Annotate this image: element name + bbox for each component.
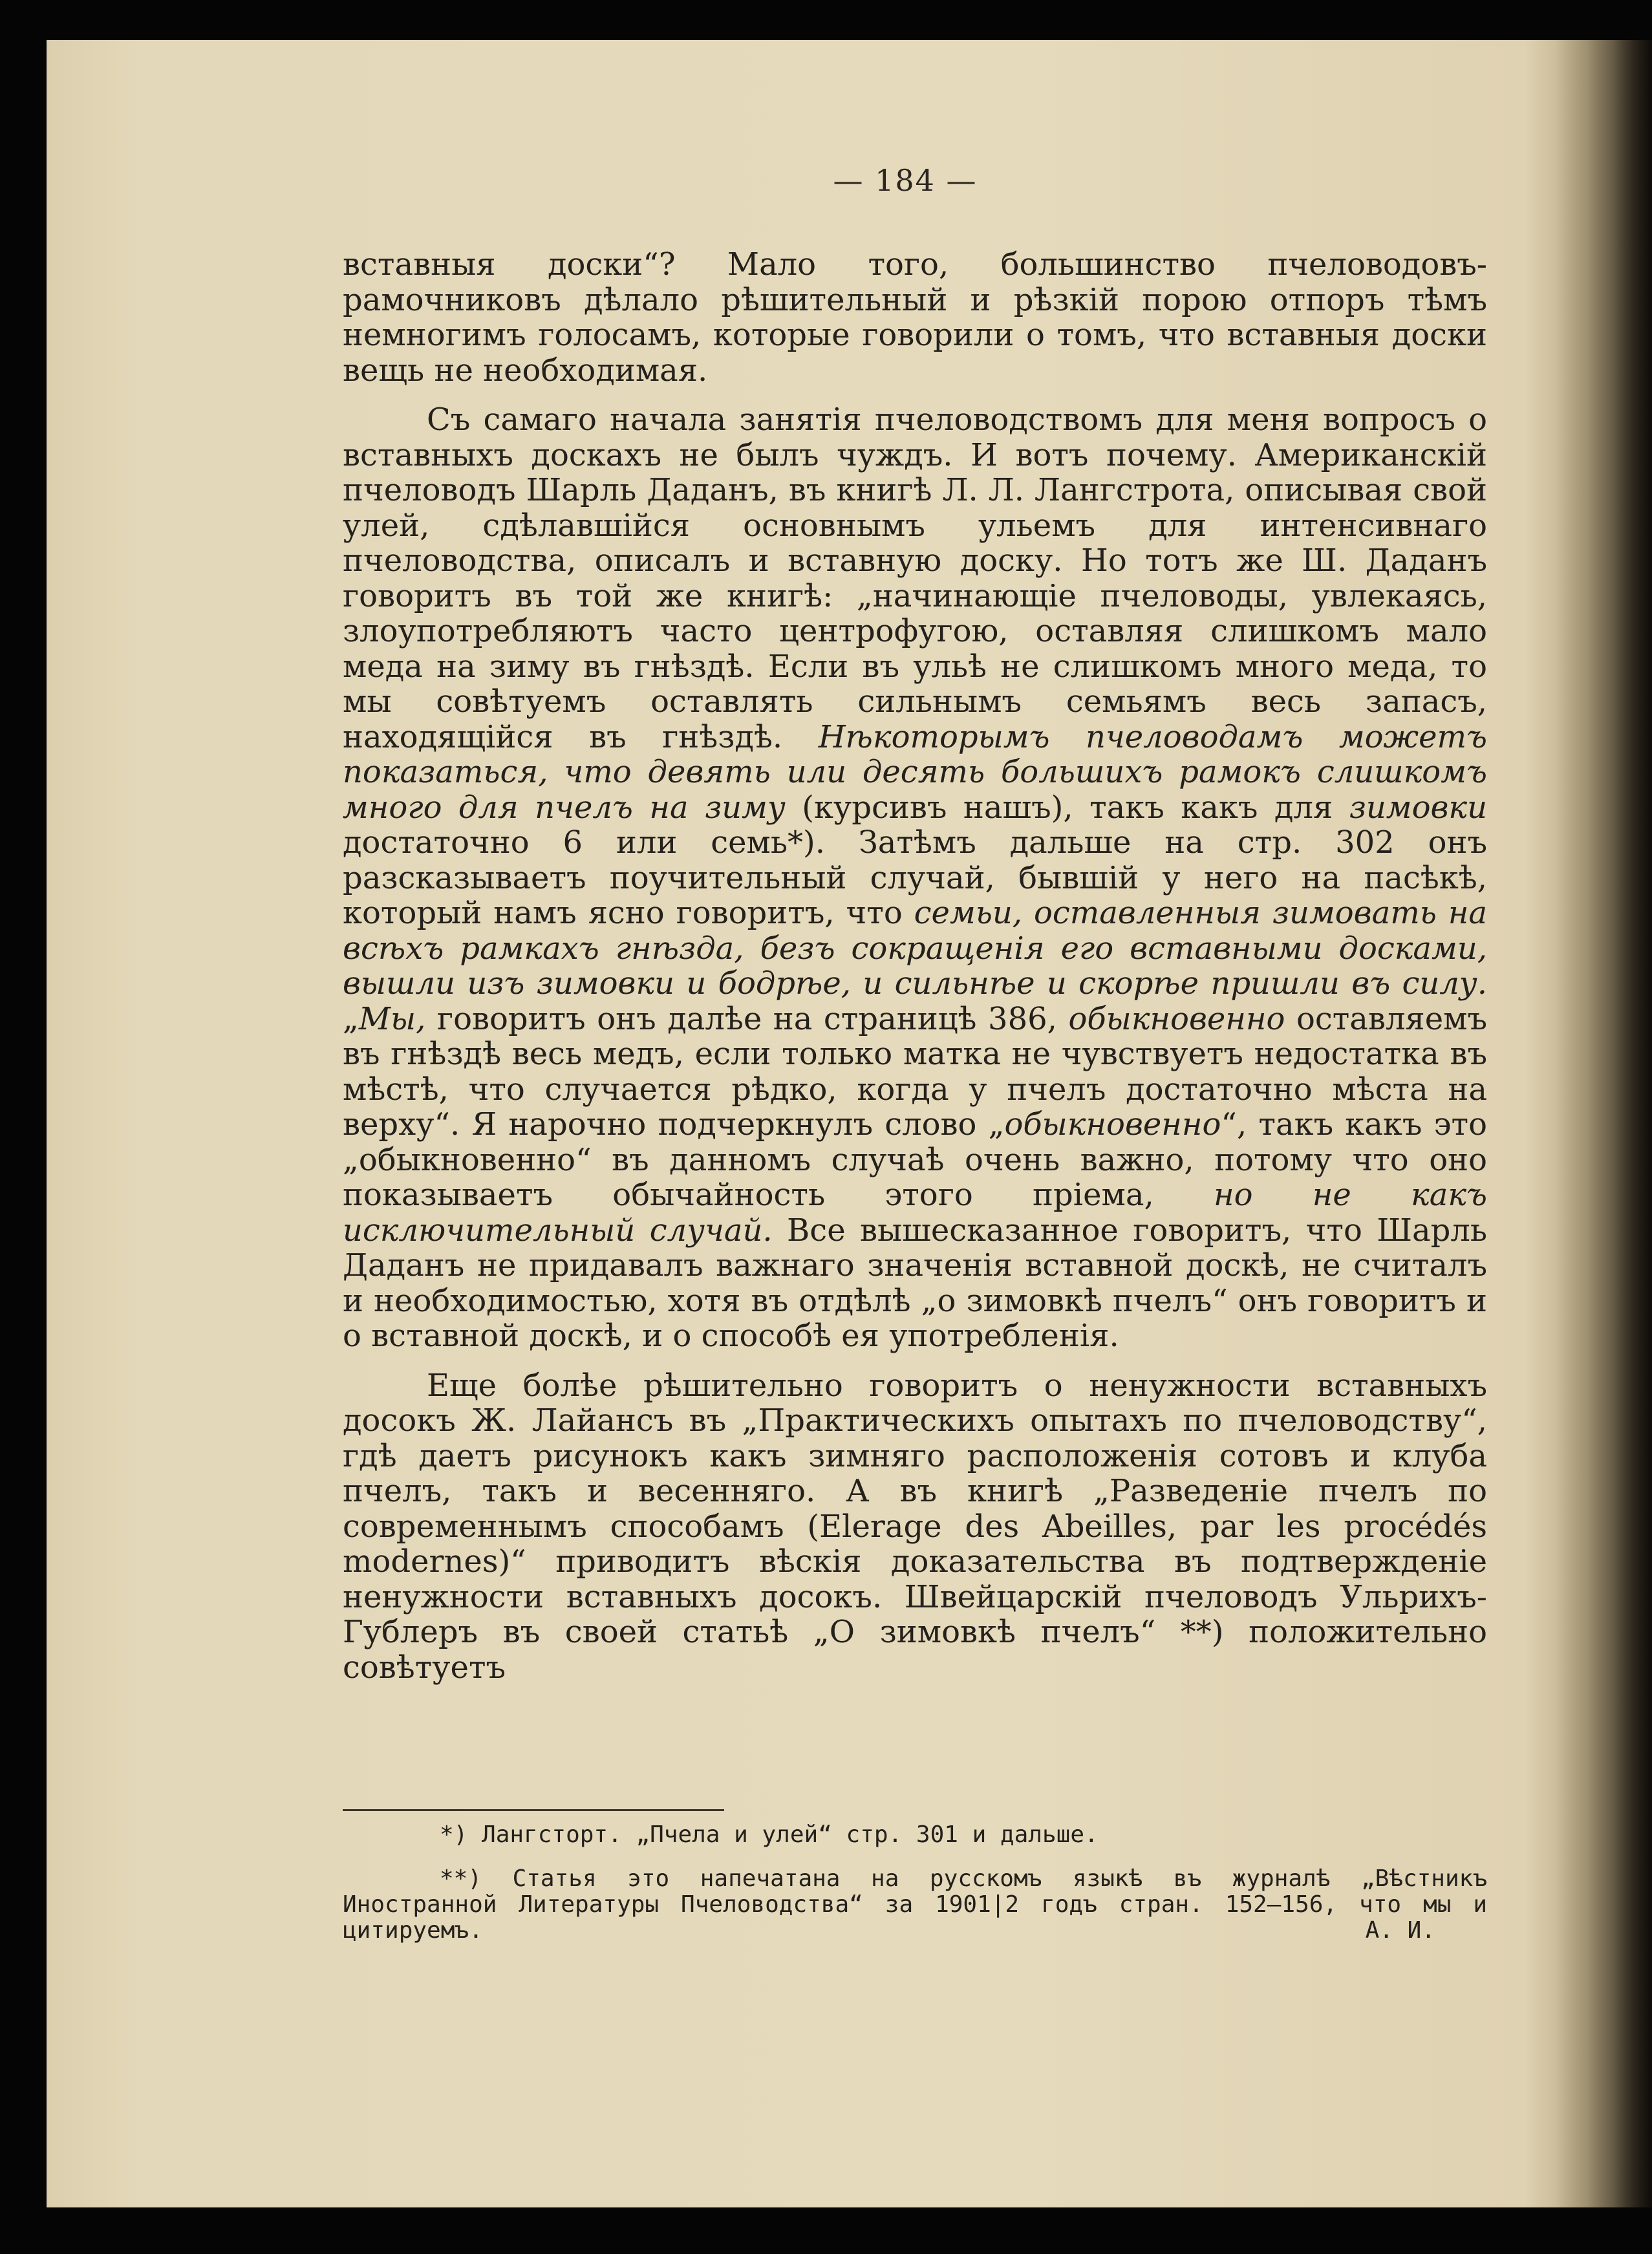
paragraph-text: вставныя доски“? Мало того, большинство пчеловодовъ-рамочниковъ дѣлало рѣшительный и рѣзкій порою отпоръ тѣмъ немногимъ голосамъ, которые говорили о томъ, что вставныя доски вещь не необходимая. [343, 246, 1487, 389]
italic-text: семьи, оставленныя зимовать на всѣхъ рамкахъ гнѣзда, безъ сокращенія его вставными досками, вышли изъ зимовки и бодрѣе, и сильнѣе и скорѣе пришли въ силу. [343, 895, 1487, 1002]
italic-text: обыкновенно [1004, 1106, 1221, 1143]
paragraph [343, 402, 1487, 1354]
italic-text: обыкновенно [1068, 1000, 1285, 1037]
paragraph-text: „ [343, 1000, 359, 1037]
footnote-1: *) Лангсторт. „Пчела и улей“ стр. 301 и дальше. [440, 1821, 1099, 1848]
paragraph [343, 1368, 1487, 1686]
footnote-signature: А. И. [1365, 1917, 1435, 1944]
paragraph [343, 247, 1487, 388]
italic-text: зимовки [1349, 789, 1488, 826]
paragraph-text: “, такъ какъ это „обыкновенно“ въ данномъ случаѣ очень важно, потому что оно показываетъ обычайность этого пріема, [343, 1106, 1487, 1213]
paragraph-text: говоритъ онъ далѣе на страницѣ 386, [425, 1000, 1069, 1037]
italic-text: Нѣкоторымъ пчеловодамъ можетъ показаться, что девять или десять большихъ рамокъ слишкомъ много для пчелъ на зиму [343, 718, 1487, 826]
italic-text: Мы, [358, 1000, 426, 1037]
paragraph-text: Все вышесказанное говоритъ, что Шарль Даданъ не придавалъ важнаго значенія вставной доскѣ, не считалъ и необходимостью, хотя въ отдѣлѣ „о зимовкѣ пчелъ“ онъ говоритъ и о вставной доскѣ, и о способѣ ея употребленія. [343, 1212, 1487, 1354]
body-text [343, 247, 1487, 1685]
italic-text: но не какъ исключительный случай. [343, 1177, 1487, 1249]
paragraph-text: достаточно 6 или семь*). Затѣмъ дальше на стр. 302 онъ разсказываетъ поучительный случай, бывшій у него на пасѣкѣ, который намъ ясно говоритъ, что [343, 824, 1487, 931]
paragraph-text: Съ самаго начала занятія пчеловодствомъ для меня вопросъ о вставныхъ доскахъ не былъ чуждъ. И вотъ почему. Американскій пчеловодъ Шарль Даданъ, въ книгѣ Л. Л. Лангстрота, описывая свой улей, сдѣлавшійся основнымъ ульемъ для интенсивнаго пчеловодства, описалъ и вставную доску. Но тотъ же Ш. Даданъ говоритъ въ той же книгѣ: „начинающіе пчеловоды, увлекаясь, злоупотребляютъ часто центрофугою, оставляя слишкомъ мало меда на зиму въ гнѣздѣ. Если въ ульѣ не слишкомъ много меда, то мы совѣтуемъ оставлять сильнымъ семьямъ весь запасъ, находящійся въ гнѣздѣ. [343, 402, 1487, 755]
paragraph-text: (курсивъ нашъ), такъ какъ для [785, 789, 1349, 826]
paragraph-text: Еще болѣе рѣшительно говоритъ о ненужности вставныхъ досокъ Ж. Лайансъ въ „Практическихъ опытахъ по пчеловодству“, гдѣ даетъ рисунокъ какъ зимняго расположенія сотовъ и клуба пчелъ, такъ и весенняго. А въ книгѣ „Разведеніе пчелъ по современнымъ способамъ (Elerage des Abeilles, par les procédés modernes)“ приводитъ вѣскія доказательства въ подтвержденіе ненужности вставныхъ досокъ. Швейцарскій пчеловодъ Ульрихъ-Гублеръ въ своей статьѣ „О зимовкѣ пчелъ“ **) положительно совѣтуетъ [343, 1367, 1487, 1686]
footnote-2 [343, 1866, 1487, 1944]
footnotes [343, 1818, 1487, 1944]
footnote-2-text: **) Статья это напечатана на русскомъ языкѣ въ журналѣ „Вѣстникъ Иностранной Литературы Пчеловодства“ за 1901|2 годъ стран. 152—156, что мы и цитируемъ. [343, 1865, 1487, 1944]
binding-shadow [1555, 40, 1652, 2207]
paragraph-text: оставляемъ въ гнѣздѣ весь медъ, если только матка не чувствуетъ недостатка въ мѣстѣ, что случается рѣдко, когда у пчелъ достаточно мѣста на верху“. Я нарочно подчеркнулъ слово „ [343, 1000, 1487, 1143]
footnote-rule [343, 1809, 724, 1811]
page-number: — 184 — [833, 163, 978, 198]
